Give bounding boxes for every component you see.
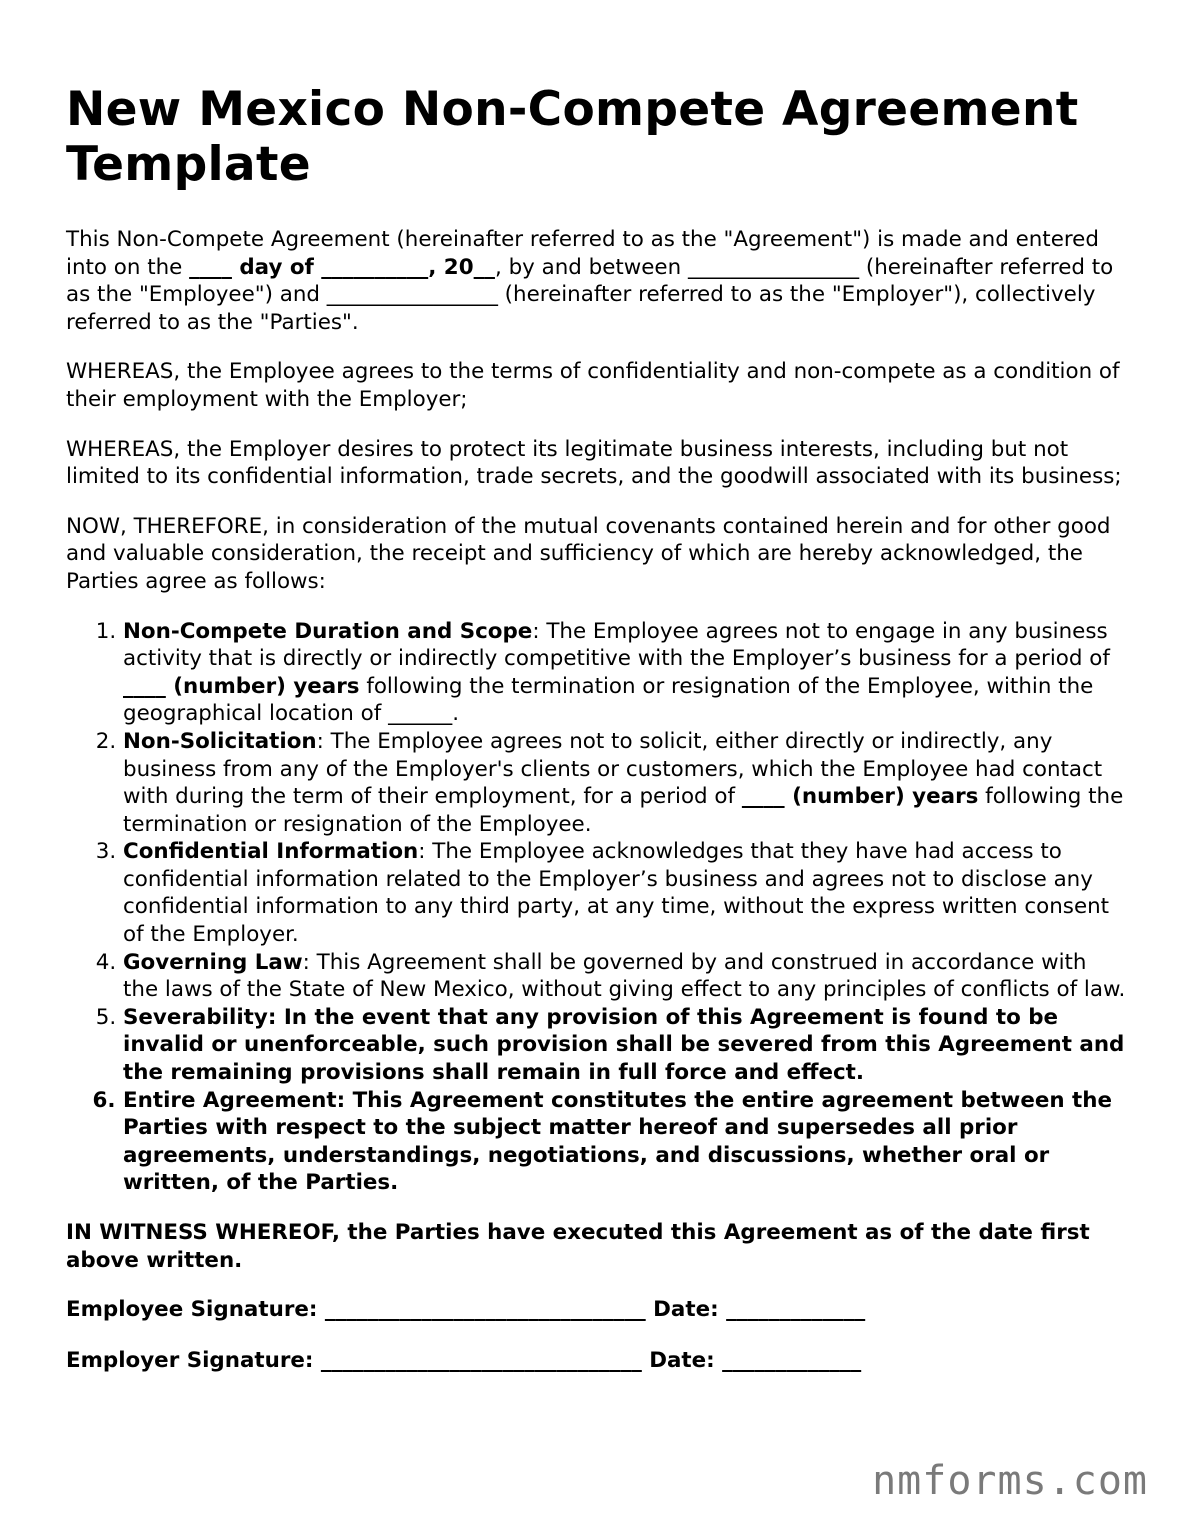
clause-text: following the termination or resignation of the Employee, within the geographical location of ______. [123,673,1094,727]
clause-blank: ____ (number) years [741,784,979,810]
clause-item-non-solicitation [123,728,1126,838]
now-therefore-paragraph: NOW, THEREFORE, in consideration of the mutual covenants contained herein and for other good and valuable consideration, the receipt and sufficiency of which are hereby acknowledged, the Parties agree as follows: [66,513,1111,594]
clause-text: : This Agreement shall be governed by and construed in accordance with the laws of the State of New Mexico, without giving effect to any principles of conflicts of law. [123,949,1126,1003]
intro-text-1: This Non-Compete Agreement (hereinafter referred to as the "Agreement") is made and entered into on the [66,227,1099,280]
clause-heading: Confidential Information [123,839,419,865]
clause-item-confidential [123,838,1126,948]
clause-item-severability [123,1004,1126,1087]
intro-text-2: , by and between ________________ (hereinafter referred to as the "Employee") and ________________ (hereinafter referred to as the "Employer"), collectively referred to as the "Parties". [66,254,1114,335]
clause-text: following the termination or resignation of the Employee. [123,784,1124,837]
intro-paragraph [66,226,1126,336]
whereas-paragraph-1: WHEREAS, the Employee agrees to the terms of confidentiality and non-compete as a condition of their employment with the Employer; [66,359,1120,412]
employer-signature-line: Employer Signature: ______________________________ Date: _____________ [66,1347,862,1373]
employee-signature-line: Employee Signature: ______________________________ Date: _____________ [66,1297,866,1323]
clause-text-bold: Entire Agreement: This Agreement constitutes the entire agreement between the Parties with respect to the subject matter hereof and supersedes all prior agreements, understandings, negotiations, and discussions, whether oral or written, of the Parties. [123,1087,1112,1196]
clause-text: : The Employee agrees not to solicit, either directly or indirectly, any business from any of the Employer's clients or customers, which the Employee had contact with during the term of their employment, for a period of [123,728,1103,810]
clause-item-non-compete [123,618,1126,728]
watermark-logo: nmforms.com [872,1458,1148,1504]
clause-list [66,618,1126,1197]
page-title: New Mexico Non-Compete Agreement Template [66,82,1079,192]
clause-text: : The Employee agrees not to engage in any business activity that is directly or indirectly competitive with the Employer’s business for a period of [123,618,1110,672]
clause-heading: Non-Solicitation [123,728,317,754]
clause-heading: Governing Law [123,949,303,975]
document-page [66,82,1126,1397]
whereas-paragraph-2: WHEREAS, the Employer desires to protect its legitimate business interests, including but not limited to its confidential information, trade secrets, and the goodwill associated with its business; [66,436,1122,490]
clause-blank: ____ (number) years [123,673,360,699]
clause-heading: Non-Compete Duration and Scope [123,618,533,644]
clause-text: : The Employee acknowledges that they have had access to confidential information related to the Employer’s business and agrees not to disclose any confidential information to any third party, at any time, without the express written consent of the Employer. [123,839,1110,948]
clause-text-bold: Severability: In the event that any provision of this Agreement is found to be invalid or unenforceable, such provision shall be severed from this Agreement and the remaining provisions shall remain in full force and effect. [123,1004,1125,1086]
clause-item-governing-law [123,949,1126,1004]
witness-paragraph: IN WITNESS WHEREOF, the Parties have executed this Agreement as of the date first above written. [66,1220,1090,1273]
intro-date-blank: ____ day of __________, 20__ [189,254,495,280]
clause-item-entire-agreement [123,1087,1126,1197]
